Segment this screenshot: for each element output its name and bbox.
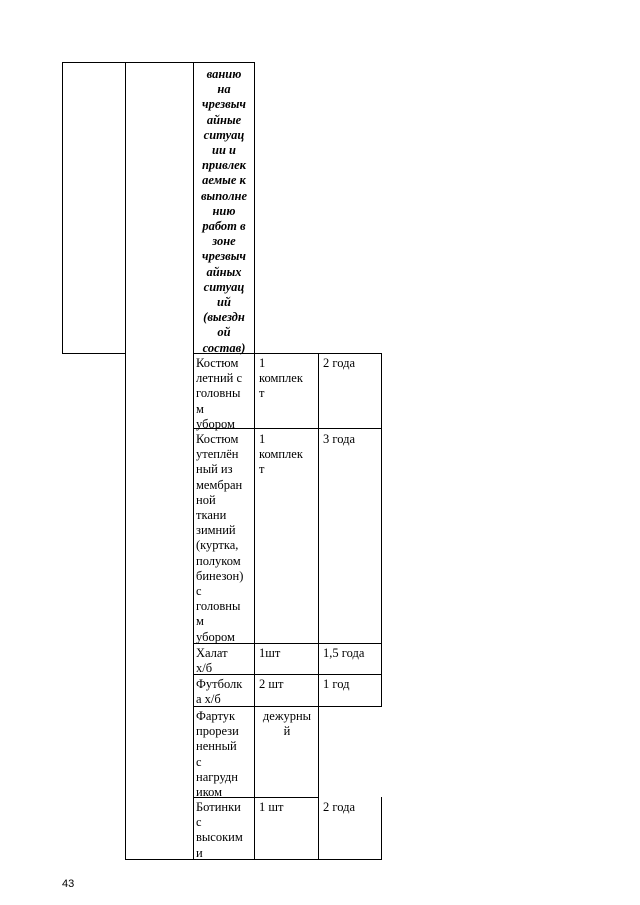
- col-border: [381, 797, 382, 860]
- item-name: Костюм летний с головны м убором: [196, 356, 242, 431]
- item-quantity: 1шт: [259, 646, 281, 660]
- col-border: [381, 353, 382, 707]
- table-top-border: [62, 62, 254, 63]
- item-wear-term: 3 года: [323, 432, 355, 446]
- item-quantity: 2 шт: [259, 677, 284, 691]
- item-quantity: 1 шт: [259, 800, 284, 814]
- item-name: Костюм утеплён ный из мембран ной ткани зимний (куртка, полуком бинезон) с головны м убором: [196, 432, 244, 644]
- item-wear-term: 2 года: [323, 356, 355, 370]
- item-quantity: 1 комплек т: [259, 356, 303, 401]
- item-quantity: 1 комплек т: [259, 432, 303, 477]
- col-border: [318, 353, 319, 860]
- col-border: [254, 62, 255, 860]
- col-border: [62, 62, 63, 354]
- item-name: Футболк а х/б: [196, 677, 243, 707]
- item-wear-term: 1,5 года: [323, 646, 365, 660]
- category-header-cell: ванию на чрезвыч айные ситуац ии и привлек аемые к выполне нию работ в зоне чрезвыч айных ситуац ий (выездн ой состав): [200, 67, 248, 355]
- page-number: 43: [62, 878, 75, 890]
- section-divider: [62, 353, 125, 354]
- col-border: [125, 62, 126, 860]
- item-name: Халат х/б: [196, 646, 228, 676]
- item-wear-term: 2 года: [323, 800, 355, 814]
- item-name: Ботинки с высоким и: [196, 800, 243, 860]
- item-wear-term: 1 год: [323, 677, 350, 691]
- item-name: Фартук прорези ненный с нагрудн иком: [196, 709, 239, 800]
- item-quantity: дежурны й: [262, 709, 312, 739]
